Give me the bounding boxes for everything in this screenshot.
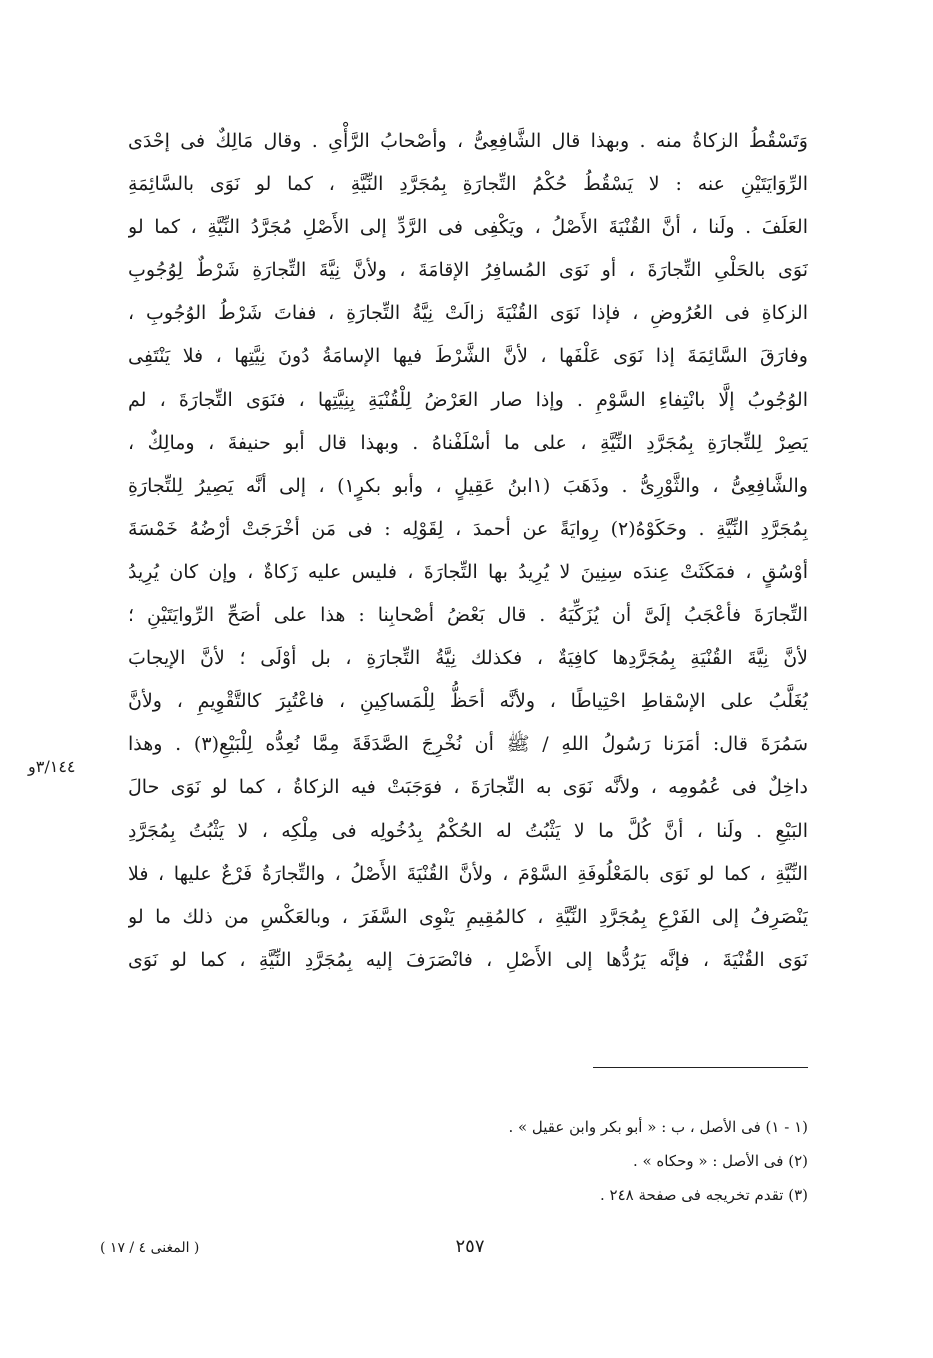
text-line: الوُجُوبُ إلَّا بانْتِفاءِ السَّوْمِ . وإذا صار العَرْضُ لِلْقُنْيَةِ بِنِيَّتِها ، فنَوَى التِّجارَةَ ، لم (128, 388, 808, 411)
text-line: يَنْصَرِفُ إلى الفَرْعِ بِمُجَرَّدِ النِّيَّةِ ، كالمُقِيمِ يَنْوِى السَّفَرَ ، وبالعَكْسِ من ذلك ما لو (128, 905, 808, 928)
text-line: سَمُرَةَ قال: أمَرَنا رَسُولُ اللهِ / ﷺ أن نُخْرِجَ الصَّدَقَةَ مِمَّا نُعِدُّه لِلْبَيْعِ(٣) . وهذا (128, 733, 808, 756)
text-line: يَصِرْ لِلتِّجارَةِ بِمُجَرَّدِ النِّيَّةِ ، على ما أسْلَفْناهُ . وبهذا قال أبو حنيفةَ ، ومالِكٌ ، (128, 431, 808, 454)
footnotes-block (300, 1110, 808, 1212)
text-line: التِّجارَةَ فأعْجَبُ إلَىَّ أن يُزَكِّيَهُ . قال بَعْضُ أصْحابِنا : هذا على أصَحِّ الرِّوايَتَيْنِ ؛ (128, 604, 808, 627)
footnote-separator-rule (593, 1067, 808, 1068)
text-line: وفارَقَ السَّائِمَةَ إذا نَوَى عَلْفَها ، لأنَّ الشَّرْطَ فيها الإسامَةُ دُونَ نِيَّتِها ، فلا يَنْتَفِى (128, 345, 808, 368)
text-line: الرِّوَايَتَيْنِ عنه : لا يَسْقُطُ حُكْمُ التِّجارَةِ بِمُجَرَّدِ النِّيَّةِ ، كما لو نَوَى بالسَّائِمَةِ (128, 173, 808, 196)
main-text-block (128, 120, 808, 982)
running-footer-volume-reference: ( المغنى ٤ / ١٧ ) (100, 1240, 200, 1256)
footnote-2: (٢) فى الأصل : « وحكاه » . (632, 1152, 808, 1170)
footnote-3: (٣) تقدم تخريجه فى صفحة ٢٤٨ . (599, 1186, 808, 1204)
margin-manuscript-reference: ٣/١٤٤و (28, 757, 76, 776)
text-line: بِمُجَرَّدِ النِّيَّةِ . وحَكَوْهُ(٢) رِوايَةً عن أحمدَ ، لِقَوْلِه : فى مَن أخْرَجَتْ أرْضُهُ خَمْسَةَ (128, 517, 808, 540)
text-line: لأنَّ نِيَّةَ القُنْيَةِ بِمُجَرَّدِها كافِيَةٌ ، فكذلك نِيَّةُ التِّجارَةِ ، بل أوْلَى ؛ لأنَّ الإيجابَ (128, 647, 808, 670)
text-line: وَتَسْقُطُ الزكاةُ منه . وبهذا قال الشَّافِعِىُّ ، وأصْحابُ الرَّأْىِ . وقال مَالِكٌ فى إحْدَى (128, 130, 808, 152)
text-line: العَلَفَ . ولَنا ، أنَّ القُنْيَةَ الأَصْلُ ، ويَكْفِى فى الرَّدِّ إلى الأَصْلِ مُجَرَّدُ النِّيَّةِ ، كما لو (128, 216, 808, 239)
text-line: البَيْعِ . ولَنا ، أنَّ كُلَّ ما لا يَثْبُتُ له الحُكْمُ بِدُخُولِه فى مِلْكِه ، لا يَثْبُتُ بِمُجَرَّدِ (128, 819, 808, 842)
text-line: نَوَى بالحَلْىِ التِّجارَةَ ، أو نَوَى المُسافِرُ الإقامَةَ ، ولأنَّ نِيَّةَ التِّجارَةِ شَرْطٌ لِوُجُوبِ (128, 259, 808, 282)
text-line: الزكاةِ فى العُرُوضِ ، فإذا نَوَى القُنْيَةَ زالَتْ نِيَّةُ التِّجارَةِ ، ففاتَ شَرْطُ الوُجُوبِ ، (128, 302, 808, 325)
text-line: داخِلٌ فى عُمُومِه ، ولأنَّه نَوَى به التِّجارَةَ ، فوَجَبَتْ فيه الزكاةُ ، كما لو نَوَى حالَ (128, 776, 808, 799)
footnote-1: (١ - ١) فى الأصل ، ب : « أبو بكر وابن عقيل » . (508, 1118, 808, 1136)
text-line: النِّيَّةِ ، كما لو نَوَى بالمَعْلُوفَةِ السَّوْمَ ، ولأنَّ القُنْيَةَ الأَصْلُ ، والتِّجارَةُ فَرْعٌ عليها ، فلا (128, 862, 808, 885)
text-line: نَوَى القُنْيَةَ ، فإنَّه يَرُدُّها إلى الأَصْلِ ، فانْصَرَفَ إليه بِمُجَرَّدِ النِّيَّةِ ، كما لو نَوَى (128, 948, 808, 971)
page-number: ٢٥٧ (455, 1236, 485, 1257)
text-line: أوْسُقٍ ، فمَكَثَتْ عِندَه سِنِينَ لا يُرِيدُ بها التِّجارَةَ ، فليس عليه زَكاةٌ ، وإن كان يُرِيدُ (128, 560, 808, 583)
text-line: يُغَلَّبُ على الإسْقاطِ احْتِياطًا ، ولأنَّه أحَظُّ لِلْمَساكِينِ ، فاعْتُبِرَ كالتَّقْوِيمِ ، ولأنَّ (128, 690, 808, 713)
text-line: والشَّافِعِىُّ ، والثَّوْرِىُّ . وذَهَبَ (١ابنُ عَقِيلٍ ، وأبو بكرٍ١) ، إلى أنَّه يَصِيرُ لِلتِّجارَةِ (128, 474, 808, 497)
